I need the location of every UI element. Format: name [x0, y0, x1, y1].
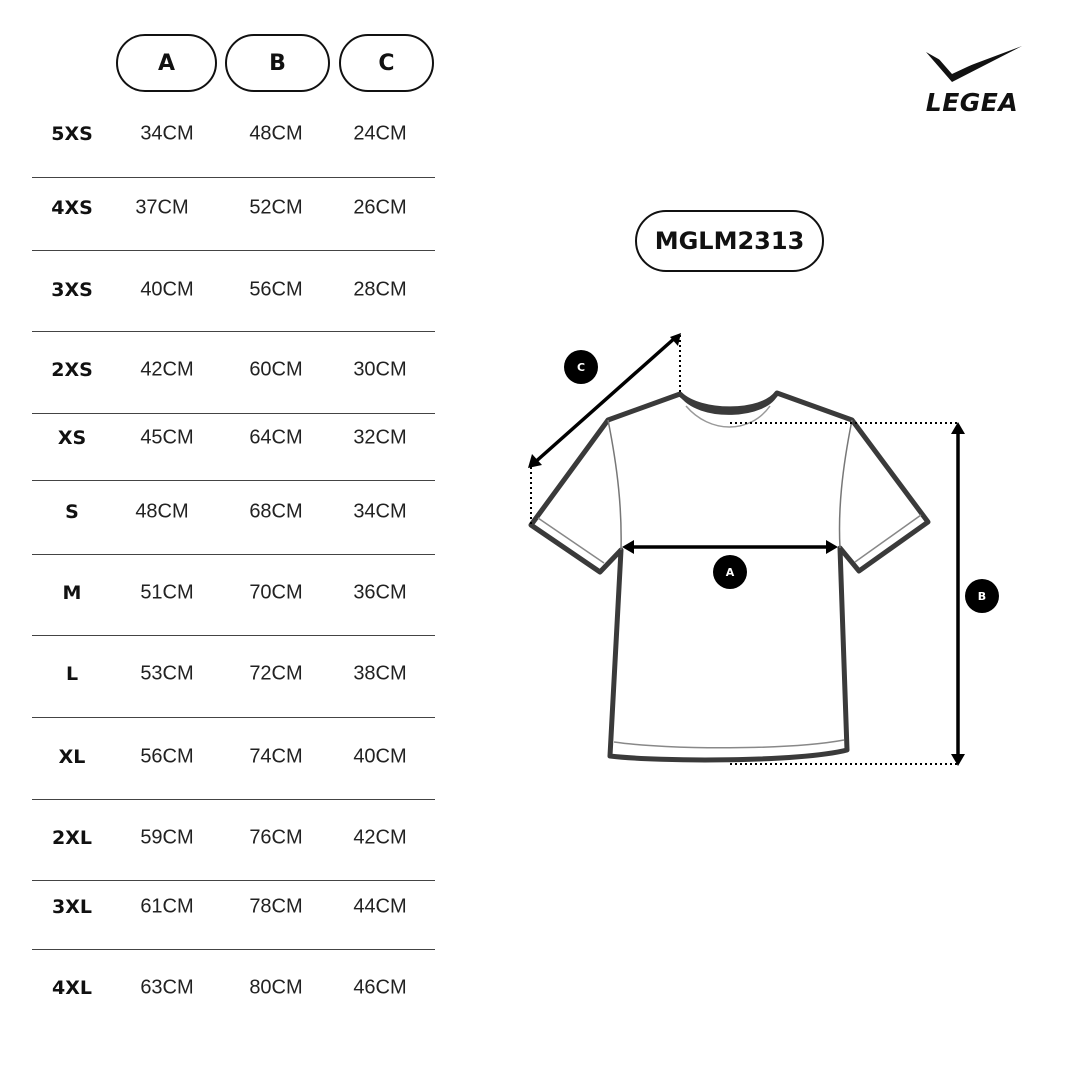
- tshirt-outline-icon: [500, 310, 1040, 790]
- table-row: [32, 800, 435, 876]
- tshirt-measurement-diagram: [500, 310, 1040, 790]
- measure-b: 78CM: [249, 895, 303, 918]
- measure-c: 30CM: [353, 358, 407, 381]
- table-row: [32, 178, 435, 238]
- measure-c: 46CM: [353, 976, 407, 999]
- size-label: L: [65, 663, 79, 685]
- measure-b: 68CM: [249, 500, 303, 523]
- measure-c: 40CM: [353, 745, 407, 768]
- measure-a: 63CM: [140, 976, 194, 999]
- size-label: 4XL: [52, 977, 92, 999]
- measure-c: 36CM: [353, 581, 407, 604]
- table-row: [32, 636, 435, 712]
- table-row: [32, 718, 435, 796]
- marker-a-label: A: [725, 566, 735, 579]
- size-label: M: [62, 582, 82, 604]
- table-row: [32, 555, 435, 631]
- table-row: [32, 100, 435, 168]
- measure-a: 59CM: [140, 826, 194, 849]
- measure-a: 53CM: [140, 662, 194, 685]
- measure-b: 52CM: [249, 196, 303, 219]
- measure-b: 74CM: [249, 745, 303, 768]
- model-code-badge: MGLM2313: [635, 210, 824, 272]
- measure-a: 34CM: [140, 122, 194, 145]
- table-row: [32, 950, 435, 1026]
- column-header-a: A: [116, 34, 217, 92]
- table-row: [32, 414, 435, 462]
- measure-a: 61CM: [140, 895, 194, 918]
- size-label: 5XS: [51, 123, 93, 145]
- measure-a: 51CM: [140, 581, 194, 604]
- measure-c: 44CM: [353, 895, 407, 918]
- size-label: 3XS: [51, 279, 93, 301]
- measure-c: 32CM: [353, 426, 407, 449]
- size-label: 3XL: [52, 896, 92, 918]
- measure-c: 28CM: [353, 278, 407, 301]
- size-label: XS: [57, 427, 87, 449]
- table-row: [32, 251, 435, 329]
- swoosh-icon: [912, 42, 1032, 92]
- measure-c: 38CM: [353, 662, 407, 685]
- column-header-c: C: [339, 34, 434, 92]
- table-row: [32, 481, 435, 543]
- measure-b: 60CM: [249, 358, 303, 381]
- size-label: XL: [58, 746, 86, 768]
- measure-c: 26CM: [353, 196, 407, 219]
- column-header-b: B: [225, 34, 330, 92]
- table-row: [32, 332, 435, 408]
- size-label: 4XS: [51, 197, 93, 219]
- measure-a: 40CM: [140, 278, 194, 301]
- marker-b-label: B: [977, 590, 987, 603]
- measure-a: 42CM: [140, 358, 194, 381]
- measure-c: 42CM: [353, 826, 407, 849]
- measure-c: 34CM: [353, 500, 407, 523]
- table-row: [32, 881, 435, 933]
- measure-c: 24CM: [353, 122, 407, 145]
- measure-a: 48CM: [135, 500, 189, 523]
- size-label: 2XS: [51, 359, 93, 381]
- measure-b: 80CM: [249, 976, 303, 999]
- measure-a: 45CM: [140, 426, 194, 449]
- measure-b: 70CM: [249, 581, 303, 604]
- measure-a: 56CM: [140, 745, 194, 768]
- measure-b: 48CM: [249, 122, 303, 145]
- brand-wordmark: LEGEA: [925, 88, 1019, 117]
- size-label: S: [65, 501, 79, 523]
- measure-a: 37CM: [135, 196, 189, 219]
- marker-c-label: C: [576, 361, 586, 374]
- measure-b: 56CM: [249, 278, 303, 301]
- measure-b: 72CM: [249, 662, 303, 685]
- size-label: 2XL: [52, 827, 92, 849]
- measure-b: 76CM: [249, 826, 303, 849]
- measure-b: 64CM: [249, 426, 303, 449]
- brand-logo: [912, 42, 1032, 122]
